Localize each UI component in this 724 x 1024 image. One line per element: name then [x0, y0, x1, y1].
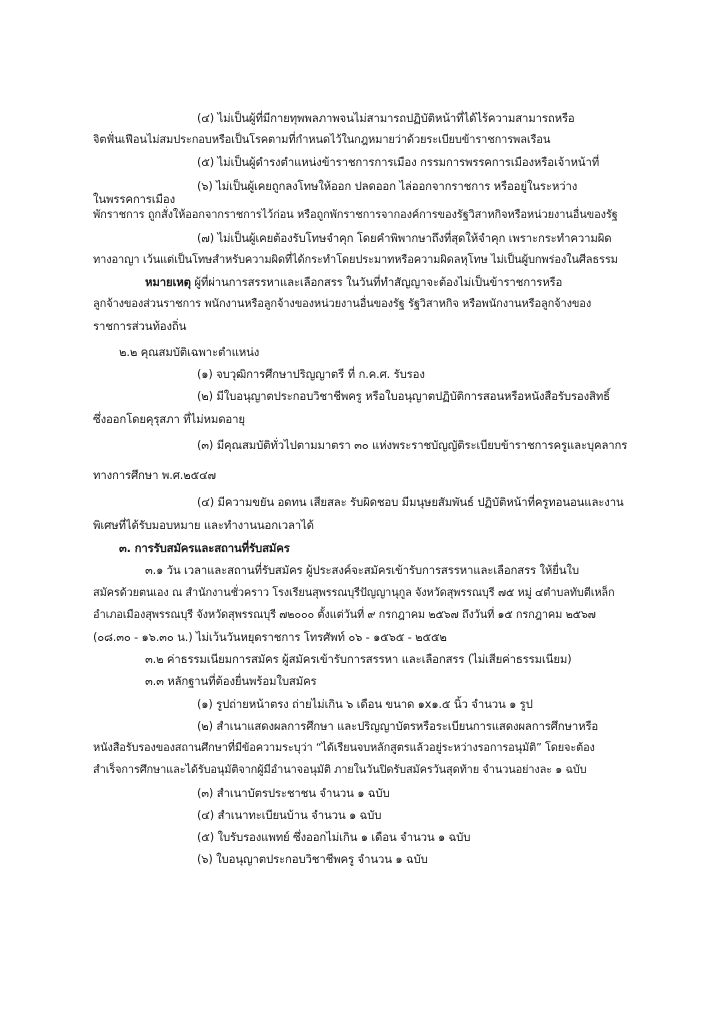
qual-1: (๑) จบวุฒิการศึกษาปริญญาตรี ที่ ก.ค.ศ. รับรอง — [197, 367, 425, 381]
item-4-line-2: จิตฟั่นเฟือนไม่สมประกอบหรือเป็นโรคตามที่กำหนดไว้ในกฎหมายว่าด้วยระเบียบข้าราชการพลเรือน — [93, 133, 551, 146]
note-text: ผู้ที่ผ่านการสรรหาและเลือกสรร ในวันที่ทำสัญญาจะต้องไม่เป็นข้าราชการหรือ — [190, 275, 563, 289]
section-3-heading: ๓. การรับสมัครและสถานที่รับสมัคร — [119, 541, 290, 555]
doc-5: (๕) ใบรับรองแพทย์ ซึ่งออกไม่เกิน ๑ เดือน จำนวน ๑ ฉบับ — [197, 830, 471, 844]
item-4-line-1: (๔) ไม่เป็นผู้ที่มีกายทุพพลภาพจนไม่สามารถปฏิบัติหน้าที่ได้ไร้ความสามารถหรือ — [197, 111, 575, 125]
doc-4: (๔) สำเนาทะเบียนบ้าน จำนวน ๑ ฉบับ — [197, 808, 382, 822]
note-line-2: ลูกจ้างของส่วนราชการ พนักงานหรือลูกจ้างของหน่วยงานอื่นของรัฐ รัฐวิสาหกิจ หรือพนักงานหรือลูกจ้างของ — [93, 297, 592, 310]
doc-1: (๑) รูปถ่ายหน้าตรง ถ่ายไม่เกิน ๖ เดือน ขนาด ๑x๑.๕ นิ้ว จำนวน ๑ รูป — [197, 697, 533, 711]
qual-4-line-1: (๔) มีความขยัน อดทน เสียสละ รับผิดชอบ มีมนุษยสัมพันธ์ ปฏิบัติหน้าที่ครูทอนอนและงาน — [197, 495, 624, 509]
qual-2-line-1: (๒) มีใบอนุญาตประกอบวิชาชีพครู หรือใบอนุญาตปฏิบัติการสอนหรือหนังสือรับรองสิทธิ์ — [197, 389, 610, 403]
item-5-line-1: (๕) ไม่เป็นผู้ดำรงตำแหน่งข้าราชการการเมือง กรรมการพรรคการเมืองหรือเจ้าหน้าที่ — [197, 155, 600, 169]
item-7-line-2: ทางอาญา เว้นแต่เป็นโทษสำหรับความผิดที่ได้กระทำโดยประมาทหรือความผิดลหุโทษ ไม่เป็นผู้บกพร่องในศีลธรรม — [93, 253, 618, 266]
qual-3-line-1: (๓) มีคุณสมบัติทั่วไปตามมาตรา ๓๐ แห่งพระราชบัญญัติระเบียบข้าราชการครูและบุคลากร — [197, 438, 628, 452]
apply-3-1-line-2: สมัครด้วยตนเอง ณ สำนักงานชั่วคราว โรงเรียนสุพรรณบุรีปัญญานุกูล จังหวัดสุพรรณบุรี ๗๕ หมู่ ๔ตำบลทับตีเหล็ก — [93, 586, 615, 599]
qual-4-line-2: พิเศษที่ได้รับมอบหมาย และทำงานนอกเวลาได้ — [93, 518, 314, 532]
qual-3-line-2: ทางการศึกษา พ.ศ.๒๕๔๗ — [93, 468, 216, 482]
note-label: หมายเหตุ — [145, 275, 191, 289]
note-line-1 — [145, 274, 562, 290]
doc-2-line-2: หนังสือรับรองของสถานศึกษาที่มีข้อความระบุว่า “ได้เรียนจบหลักสูตรแล้วอยู่ระหว่างรอการอนุมัติ” โดยจะต้อง — [93, 741, 595, 754]
section-2-2-heading: ๒.๒ คุณสมบัติเฉพาะตำแหน่ง — [119, 345, 260, 359]
item-7-line-1: (๗) ไม่เป็นผู้เคยต้องรับโทษจำคุก โดยคำพิพากษาถึงที่สุดให้จำคุก เพราะกระทำความผิด — [197, 231, 612, 245]
doc-6: (๖) ใบอนุญาตประกอบวิชาชีพครู จำนวน ๑ ฉบับ — [197, 852, 428, 866]
doc-2-line-1: (๒) สำเนาแสดงผลการศึกษา และปริญญาบัตรหรือระเบียนการแสดงผลการศึกษาหรือ — [197, 719, 599, 733]
apply-3-2: ๓.๒ ค่าธรรมเนียมการสมัคร ผู้สมัครเข้ารับการสรรหา และเลือกสรร (ไม่เสียค่าธรรมเนียม) — [145, 652, 572, 666]
item-5-line-2: ในพรรคการเมือง — [93, 192, 175, 206]
doc-2-line-3: สำเร็จการศึกษาและได้รับอนุมัติจากผู้มีอำนาจอนุมัติ ภายในวันปิดรับสมัครวันสุดท้าย จำนวนอย่างละ ๑ ฉบับ — [93, 763, 587, 776]
apply-3-3: ๓.๓ หลักฐานที่ต้องยื่นพร้อมใบสมัคร — [145, 674, 317, 688]
apply-3-1-line-1: ๓.๑ วัน เวลาและสถานที่รับสมัคร ผู้ประสงค์จะสมัครเข้ารับการสรรหาและเลือกสรร ให้ยื่นใบ — [145, 563, 579, 577]
item-6-line-1: (๖) ไม่เป็นผู้เคยถูกลงโทษให้ออก ปลดออก ไล่ออกจากราชการ หรืออยู่ในระหว่าง — [197, 179, 578, 193]
doc-3: (๓) สำเนาบัตรประชาชน จำนวน ๑ ฉบับ — [197, 786, 390, 800]
item-6-line-2: พักราชการ ถูกสั่งให้ออกจากราชการไว้ก่อน หรือถูกพักราชการจากองค์การของรัฐวิสาหกิจหรือหน่วยงานอื่นของรัฐ — [93, 208, 618, 221]
apply-3-1-line-4: (๐๘.๓๐ - ๑๖.๓๐ น.) ไม่เว้นวันหยุดราชการ โทรศัพท์ ๐๖ - ๑๕๖๕ - ๒๕๕๒ — [93, 630, 447, 644]
apply-3-1-line-3: อำเภอเมืองสุพรรณบุรี จังหวัดสุพรรณบุรี ๗๒๐๐๐ ตั้งแต่วันที่ ๙ กรกฎาคม ๒๕๖๗ ถึงวันที่ ๑๕ กรกฎาคม ๒๕๖๗ — [93, 608, 596, 621]
note-line-3: ราชการส่วนท้องถิ่น — [93, 319, 187, 333]
qual-2-line-2: ซึ่งออกโดยคุรุสภา ที่ไม่หมดอายุ — [93, 412, 245, 426]
